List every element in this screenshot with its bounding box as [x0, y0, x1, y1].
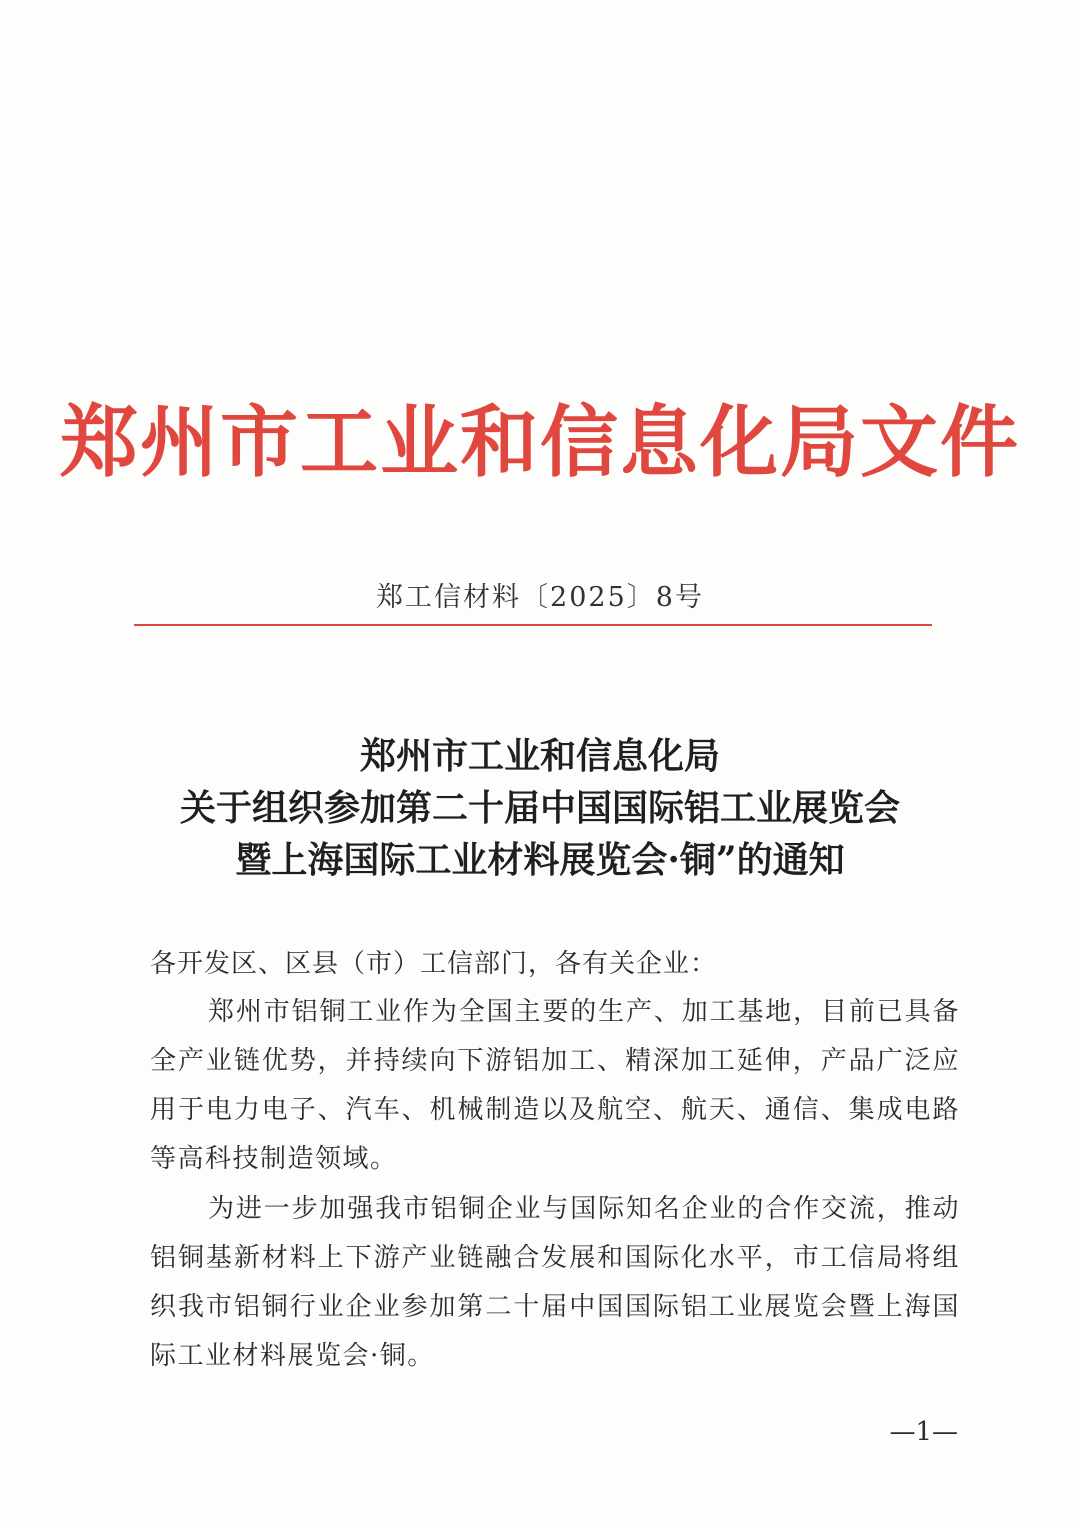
body-paragraph-2: 为进一步加强我市铝铜企业与国际知名企业的合作交流，推动铝铜基新材料上下游产业链融合发展和国际化水平，市工信局将组织我市铝铜行业企业参加第二十届中国国际铝工业展览会暨上海国际工业材料展览会·铜。	[150, 1194, 960, 1371]
title-line-3: 暨上海国际工业材料展览会·铜”的通知	[235, 839, 845, 881]
document-number: 郑工信材料〔2025〕8号	[376, 582, 704, 613]
title-line-1: 郑州市工业和信息化局	[359, 735, 720, 777]
page-number: —1—	[889, 1417, 958, 1447]
title-line-2: 关于组织参加第二十届中国国际铝工业展览会	[179, 787, 900, 829]
body-paragraph-1: 郑州市铝铜工业作为全国主要的生产、加工基地，目前已具备全产业链优势，并持续向下游铝加工、精深加工延伸，产品广泛应用于电力电子、汽车、机械制造以及航空、航天、通信、集成电路等高科技制造领域。	[150, 997, 960, 1174]
document-title	[0, 730, 1080, 886]
salutation: 各开发区、区县（市）工信部门，各有关企业：	[150, 949, 718, 979]
document-masthead: 郑州市工业和信息化局文件	[59, 398, 1020, 488]
red-divider-line	[134, 624, 932, 626]
